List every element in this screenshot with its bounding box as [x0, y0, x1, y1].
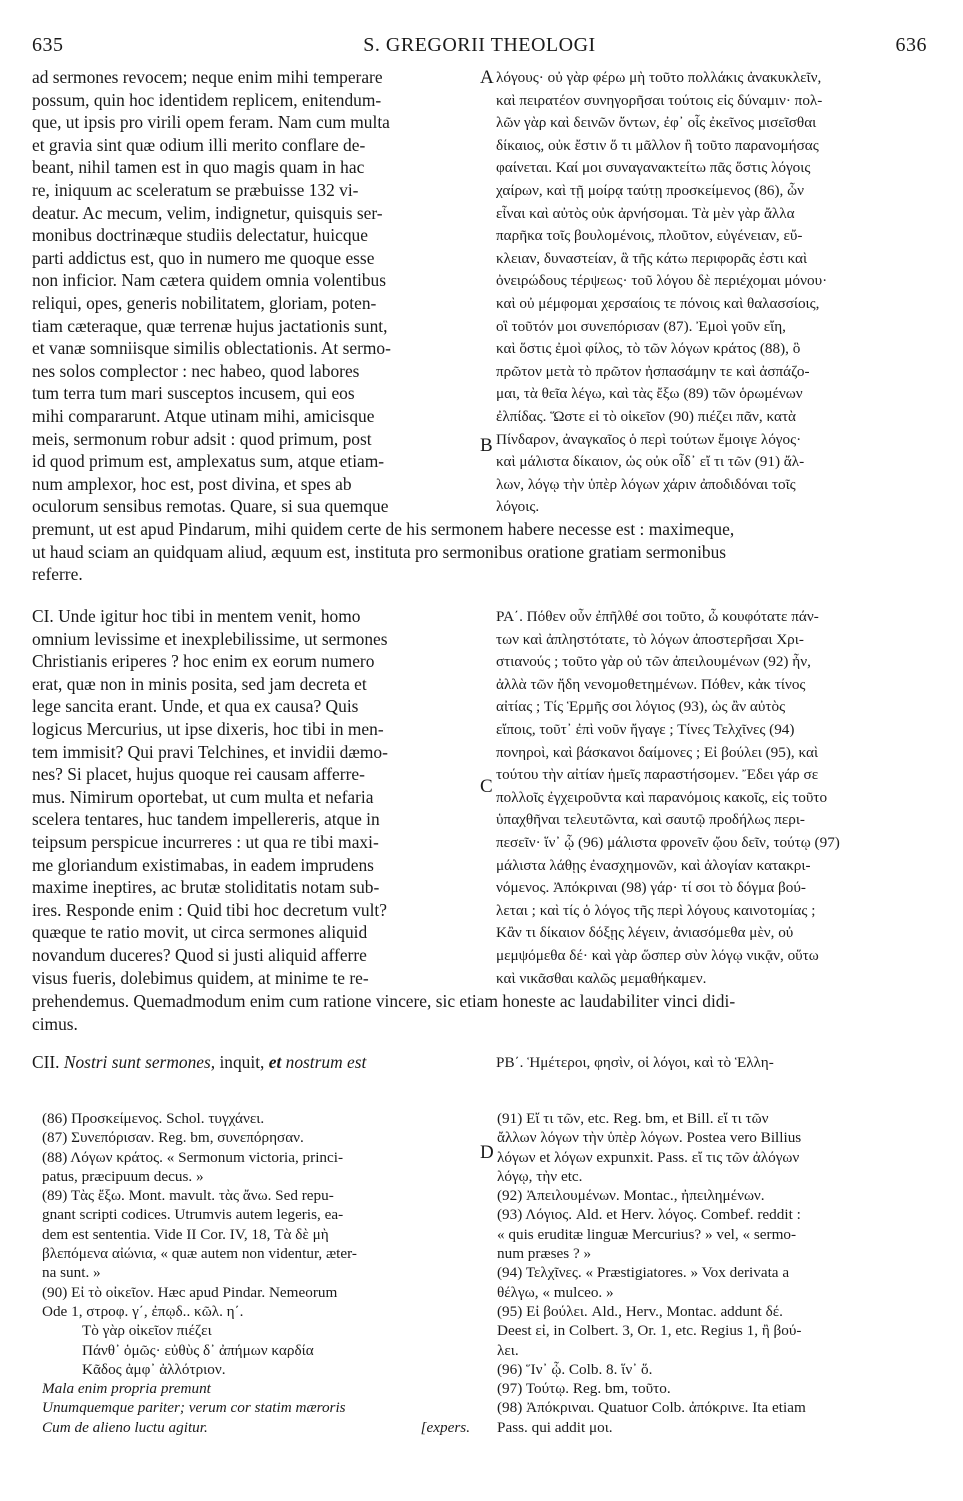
text-line: cimus.	[32, 1013, 78, 1034]
text-line: visus fueris, dolebimus quidem, at minime te re-	[32, 967, 369, 988]
text-line: πρῶτον μετὰ τὸ πρῶτον ἠσπασάμην τε καὶ ἀσπάζο-	[496, 362, 810, 380]
footnote-line: λει.	[497, 1341, 519, 1359]
text-line: quæque te ratio movit, ut circa sermones aliquid	[32, 922, 368, 943]
text-line: ut haud sciam an quidquam aliud, æquum est, instituta pro sermonibus oratione gratiam sermonibus	[32, 541, 727, 562]
text-line: καὶ μάλιστα δίκαιον, ὡς οὐκ οἶδ᾽ εἴ τι τῶν (91) ἄλ-	[496, 453, 805, 471]
text-line: ad sermones revocem; neque enim mihi temperare	[32, 67, 383, 87]
text-line: id quod primum est, amplexatus sum, atque etiam-	[32, 451, 385, 472]
text-line: possum, quin hoc identidem replicem, enitendum-	[32, 89, 382, 110]
latin-cii-line	[32, 1051, 478, 1074]
text-line: Κἂν τι δίκαιον δόξῃς λέγειν, ἀνιασόμεθα μὲν, οὐ	[496, 924, 794, 942]
text-line: parti addictus est, quo in numero me quoque esse	[32, 247, 375, 268]
text-line: monibus doctrinæque studiis delectatur, huicque	[32, 225, 368, 246]
translation-text: Cum de alieno luctu agitur.	[42, 1418, 208, 1436]
text-line: ἐλπίδας. Ὥστε εἰ τὸ οἰκεῖον (90) πιέζει πᾶν, κατὰ	[496, 407, 797, 425]
text-span: inquit,	[215, 1052, 269, 1072]
footnotes-left	[42, 1109, 474, 1437]
verse-line: Κᾶδος ἀμφ᾽ ἀλλότριον.	[82, 1360, 226, 1378]
text-line: μάλιστα λάθῃς ἐνασχημονῶν, καὶ ἀλογίαν κατακρι-	[496, 856, 811, 874]
text-line: tum terra tum mari susceptos incusem, qui eos	[32, 383, 355, 404]
running-header	[32, 34, 927, 58]
text-line: τούτου τὴν αἰτίαν ἡμεῖς παραστήσομεν. Ἔδει γάρ σε	[496, 766, 819, 784]
text-line: εἴποις, τοῦτ᾽ ἐπὶ νοῦν ἤγαγε ; Τίνες Τελχῖνες (94)	[496, 720, 795, 738]
text-line: novandum duceres? Quod si justi aliquid afferre	[32, 944, 367, 965]
text-line: tem immisit? Qui pravi Telchines, et invidii dæmo-	[32, 741, 388, 762]
text-line: nes solos complector : nec habeo, quod labores	[32, 360, 360, 381]
section-marker-b: B	[480, 435, 493, 456]
text-line: παρῆκα τοῖς βουλομένοις, πλοῦτον, εὐγένειαν, εὔ-	[496, 227, 803, 245]
text-line: λόγους· οὐ γὰρ φέρω μὴ τοῦτο πολλάκις ἀνακυκλεῖν,	[496, 69, 822, 86]
footnote-line: (92) Ἀπειλουμένων. Montac., ἠπειλημένων.	[497, 1187, 765, 1205]
text-line: num amplexor, hoc est, post divina, et spes ab	[32, 473, 352, 494]
footnote-line: (98) Ἀπόκριναι. Quatuor Colb. ἀπόκρινε. Ita etiam	[497, 1399, 806, 1417]
footnote-line: λόγῳ, τὴν etc.	[497, 1167, 583, 1185]
text-line: νόμενος. Ἀπόκριναι (98) γάρ· τί σοι τὸ δόγμα βού-	[496, 879, 806, 897]
translation-line	[42, 1418, 474, 1437]
footnote-line: patus, præcipuum decus. »	[42, 1167, 204, 1185]
text-line: λων, λόγῳ τὴν ὑπὲρ λόγων χάριν ἀποδιδόναι τοῖς	[496, 475, 796, 493]
text-line: πεσεῖν· ἵν᾽ ᾧ (96) μάλιστα φρονεῖν ᾤου δεῖν, τούτῳ (97)	[496, 833, 840, 851]
text-line	[32, 1051, 478, 1074]
text-line: λεται ; καὶ τίς ὁ λόγος τῆς περὶ λόγους καινοτομίας ;	[496, 901, 816, 919]
text-line: meis, sermonum robur adsit : quod primum, post	[32, 428, 372, 449]
text-line: λόγοις.	[496, 498, 540, 516]
text-line: omnium levissime et inexplebilissime, ut sermones	[32, 628, 388, 649]
text-line: ires. Responde enim : Quid tibi hoc decretum vult?	[32, 899, 387, 920]
text-line: que, ut ipsis pro virili opem feram. Nam cum multa	[32, 112, 390, 133]
text-line: CI. Unde igitur hoc tibi in mentem venit, homo	[32, 606, 361, 626]
footnote-line: (95) Εἰ βούλει. Ald., Herv., Montac. addunt δέ.	[497, 1302, 783, 1320]
text-line: maxime ineptires, ac brutæ stoliditatis notam sub-	[32, 877, 380, 898]
text-line: καὶ πειρατέον συνηγορῆσαι τούτοις εἰς δύναμιν· πολ-	[496, 91, 823, 109]
footnote-line: λόγων et λόγων expunxit. Pass. εἴ τις τῶν ἀλόγων	[497, 1148, 800, 1166]
text-line: μαι, τὰ θεῖα λέγω, καὶ τὰς ἔξω (89) τῶν ὁρωμένων	[496, 385, 803, 403]
text-line: αἰτίας ; Τίς Ἑρμῆς σοι λόγιος (93), ὡς ἂν αὐτὸς	[496, 698, 786, 716]
text-line: οἳ τοῦτόν μοι συνεπόρισαν (87). Ἐμοὶ γοῦν εἴη,	[496, 317, 786, 335]
text-line: re, iniquum ac sceleratum se præbuisse 132 vi-	[32, 179, 359, 200]
footnote-line: ἄλλων λόγων τὴν ὑπὲρ λόγων. Postea vero Billius	[497, 1129, 802, 1147]
translation-line: Unumquemque pariter; verum cor statim mæroris	[42, 1399, 346, 1417]
text-line: et vanæ somniisque similis oblectationis. At sermo-	[32, 338, 391, 359]
text-line: πολλοῖς ἐγχειροῦντα καὶ παρανόμοις κακοῖς, εἰς τοῦτο	[496, 788, 828, 806]
footnote-line: Deest εἰ, in Colbert. 3, Or. 1, etc. Regius 1, ἢ βού-	[497, 1322, 802, 1340]
text-line: mihi compararunt. Atque utinam mihi, amicisque	[32, 405, 375, 426]
text-line: oculorum sensibus remotas. Quare, si sua quemque	[32, 496, 389, 517]
footnote-line: (91) Εἴ τι τῶν, etc. Reg. bm, et Bill. εἴ τι τῶν	[497, 1110, 769, 1127]
footnote-line: dem est sententia. Vide II Cor. IV, 18, Τὰ δὲ μὴ	[42, 1225, 329, 1243]
text-line: μεμψόμεθα δέ· καὶ γὰρ ὥσπερ σὺν λόγῳ νικᾷν, οὕτω	[496, 946, 819, 964]
footnote-line: (86) Προσκείμενος. Schol. τυγχάνει.	[42, 1110, 265, 1127]
text-line: deatur. Ac mecum, velim, indignetur, quisquis ser-	[32, 202, 383, 223]
footnote-line: βλεπόμενα αἰώνια, « quæ autem non videntur, æter-	[42, 1245, 357, 1263]
text-line: et gravia sint quæ odium illi merito conflare de-	[32, 134, 366, 155]
text-line: καὶ νικᾶσθαι καλῶς μεμαθήκαμεν.	[496, 969, 707, 987]
text-line: beant, nihil tamen est in quo magis quam in hac	[32, 157, 365, 178]
section-marker-a: A	[480, 67, 494, 88]
verse-line: Τὸ γὰρ οἰκεῖον πιέζει	[82, 1322, 212, 1340]
text-line: φαίνεται. Καί μοι συναγανακτείτω πᾶς ὅστις λόγοις	[496, 159, 811, 177]
text-line: λῶν γὰρ καὶ δεινῶν ὄντων, ἐφ᾽ οἷς ἐκεῖνος μισεῖσθαι	[496, 114, 817, 132]
footnote-line: (88) Λόγων κράτος. « Sermonum victoria, princi-	[42, 1148, 344, 1166]
footnote-line: (89) Τὰς ἔξω. Mont. mavult. τὰς ἄνω. Sed repu-	[42, 1187, 334, 1205]
text-line: πονηροὶ, καὶ βάσκανοι δαίμονες ; Εἰ βούλει (95), καὶ	[496, 743, 819, 761]
text-line: στιανούς ; τοῦτο γὰρ οὐ τῶν ἀπειλουμένων (92) ἦν,	[496, 653, 811, 671]
page-number-left: 635	[32, 34, 64, 56]
text-line: referre.	[32, 564, 83, 585]
conjunction: et	[268, 1052, 282, 1072]
footnotes-right	[497, 1109, 933, 1437]
quoted-phrase-2: nostrum est	[281, 1052, 367, 1072]
translation-line: Mala enim propria premunt	[42, 1380, 211, 1398]
text-line: χαίρων, καὶ τῇ μοίρᾳ ταύτῃ προσκείμενος (86), ὧν	[496, 181, 804, 199]
text-line: lege sancita erant. Unde, et qua ex causa? Quis	[32, 696, 359, 717]
text-line: κλειαν, δυναστείαν, ἃ τῆς κάτω περιφορᾶς ἐστι καὶ	[496, 249, 808, 267]
text-line: καὶ οὐ μέμφομαι χερσαίοις τε πόνοις καὶ θαλασσίοις,	[496, 294, 820, 312]
text-line: tiam cæteraque, quæ terrenæ hujus jactationis sunt,	[32, 315, 388, 336]
quoted-phrase: Nostri sunt sermones,	[63, 1052, 216, 1072]
text-line: Christianis eriperes ? hoc enim ex eorum numero	[32, 651, 375, 672]
verse-line: Πάνθ᾽ ὁμῶς· εὐθὺς δ᾽ ἀπήμων καρδία	[82, 1341, 314, 1359]
section-number: CII.	[32, 1052, 60, 1072]
footnote-line: gnant scripti codices. Utrumvis autem legeris, ea-	[42, 1206, 344, 1224]
text-line: ὀνειρώδους τέρψεως· τοῦ λόγου δὲ περιέχομαι μόνου·	[496, 272, 828, 290]
text-line: ΡΑ΄. Πόθεν οὖν ἐπῆλθέ σοι τοῦτο, ὦ κουφότατε πάν-	[496, 608, 819, 625]
text-line: ἀλλὰ τῶν ἤδη νενομοθετημένων. Πόθεν, κἀκ τίνος	[496, 675, 806, 693]
text-line: εἶναι καὶ αὐτὸς οὐκ ἀρνήσομαι. Τὰ μὲν γὰρ ἄλλα	[496, 204, 795, 222]
footnote-line: (97) Τούτῳ. Reg. bm, τοῦτο.	[497, 1380, 671, 1398]
text-line: erat, quæ non in minis posita, sed jam decreta et	[32, 673, 367, 694]
footnote-line: (87) Συνεπόρισαν. Reg. bm, συνεπόρησαν.	[42, 1129, 304, 1147]
text-line: premunt, ut est apud Pindarum, mihi quidem certe de his sermonem habere necesse est : maximeque,	[32, 519, 735, 539]
text-line: logicus Mercurius, ut ipse dixeris, hoc tibi in men-	[32, 718, 384, 739]
text-line: Πίνδαρον, ἀναγκαῖος ὁ περὶ τούτων ἔμοιγε λόγος·	[496, 430, 802, 448]
footnote-line: θέλγω, « mulceo. »	[497, 1283, 614, 1301]
full-width-text-2	[32, 990, 932, 1035]
text-line: me gloriandum existimabas, in eadem imprudens	[32, 854, 374, 875]
text-line: ὑπαχθῆναι τελευτῶντα, καὶ σαυτῷ προδήλως περι-	[496, 811, 805, 829]
page-number-right: 636	[895, 34, 927, 56]
text-line: scelera tentares, huc tandem impellereris, atque in	[32, 809, 380, 830]
translation-continuation: [expers.	[420, 1418, 470, 1436]
section-marker-c: C	[480, 776, 493, 797]
greek-column-2	[496, 606, 932, 990]
footnote-line: (90) Εἰ τὸ οἰκεῖον. Hæc apud Pindar. Nemeorum	[42, 1283, 338, 1301]
latin-column-1	[32, 66, 478, 518]
footnote-line: num præses ? »	[497, 1245, 592, 1263]
latin-column-2	[32, 605, 478, 989]
footnote-line: (96) Ἵν᾽ ᾧ. Colb. 8. ἵν᾽ ὅ.	[497, 1360, 653, 1378]
footnote-line: (94) Τελχῖνες. « Præstigiatores. » Vox derivata a	[497, 1264, 790, 1282]
text-line: καὶ ὅστις ἐμοὶ φίλος, τὸ τῶν λόγων κράτος (88), ὃ	[496, 340, 801, 358]
text-line: nes? Si placet, hujus quoque rei causam afferre-	[32, 764, 365, 785]
text-line: teipsum perspicue incurreres : ut qua re tibi maxi-	[32, 831, 379, 852]
footnote-line: (93) Λόγιος. Ald. et Herv. λόγος. Combef. reddit :	[497, 1206, 801, 1224]
text-line: non inficior. Nam cætera quidem omnia volentibus	[32, 270, 387, 291]
footnote-line: « quis eruditæ linguæ Mercurius? » vel, « sermo-	[497, 1225, 797, 1243]
section-marker-d: D	[480, 1142, 494, 1163]
text-line: mus. Nimirum oportebat, ut cum multa et nefaria	[32, 786, 374, 807]
greek-column-1	[496, 67, 932, 519]
text-line: ΡΒ΄. Ἡμέτεροι, φησὶν, οἱ λόγοι, καὶ τὸ Ἑλλη-	[496, 1054, 774, 1071]
footnote-line: na sunt. »	[42, 1264, 101, 1282]
footnote-line: Pass. qui addit μοι.	[497, 1418, 613, 1436]
text-line: δίκαιος, οὐκ ἔστιν ὅ τι μᾶλλον ἢ τοῦτο παρανομήσας	[496, 136, 819, 154]
text-line: prehendemus. Quemadmodum enim cum ratione vincere, sic etiam honeste ac laudabiliter vinci didi-	[32, 991, 736, 1011]
greek-cii-line	[496, 1052, 932, 1075]
footnote-line: Ode 1, στροφ. γ΄, ἐπῳδ.. κῶλ. η΄.	[42, 1302, 244, 1320]
text-line: reliqui, opes, generis nobilitatem, gloriam, poten-	[32, 292, 377, 313]
full-width-text-1	[32, 518, 932, 586]
text-line: των καὶ ἀπληστότατε, τὸ λόγων ἀποστερῆσαι Χρι-	[496, 630, 804, 648]
running-title: S. GREGORII THEOLOGI	[363, 34, 596, 56]
